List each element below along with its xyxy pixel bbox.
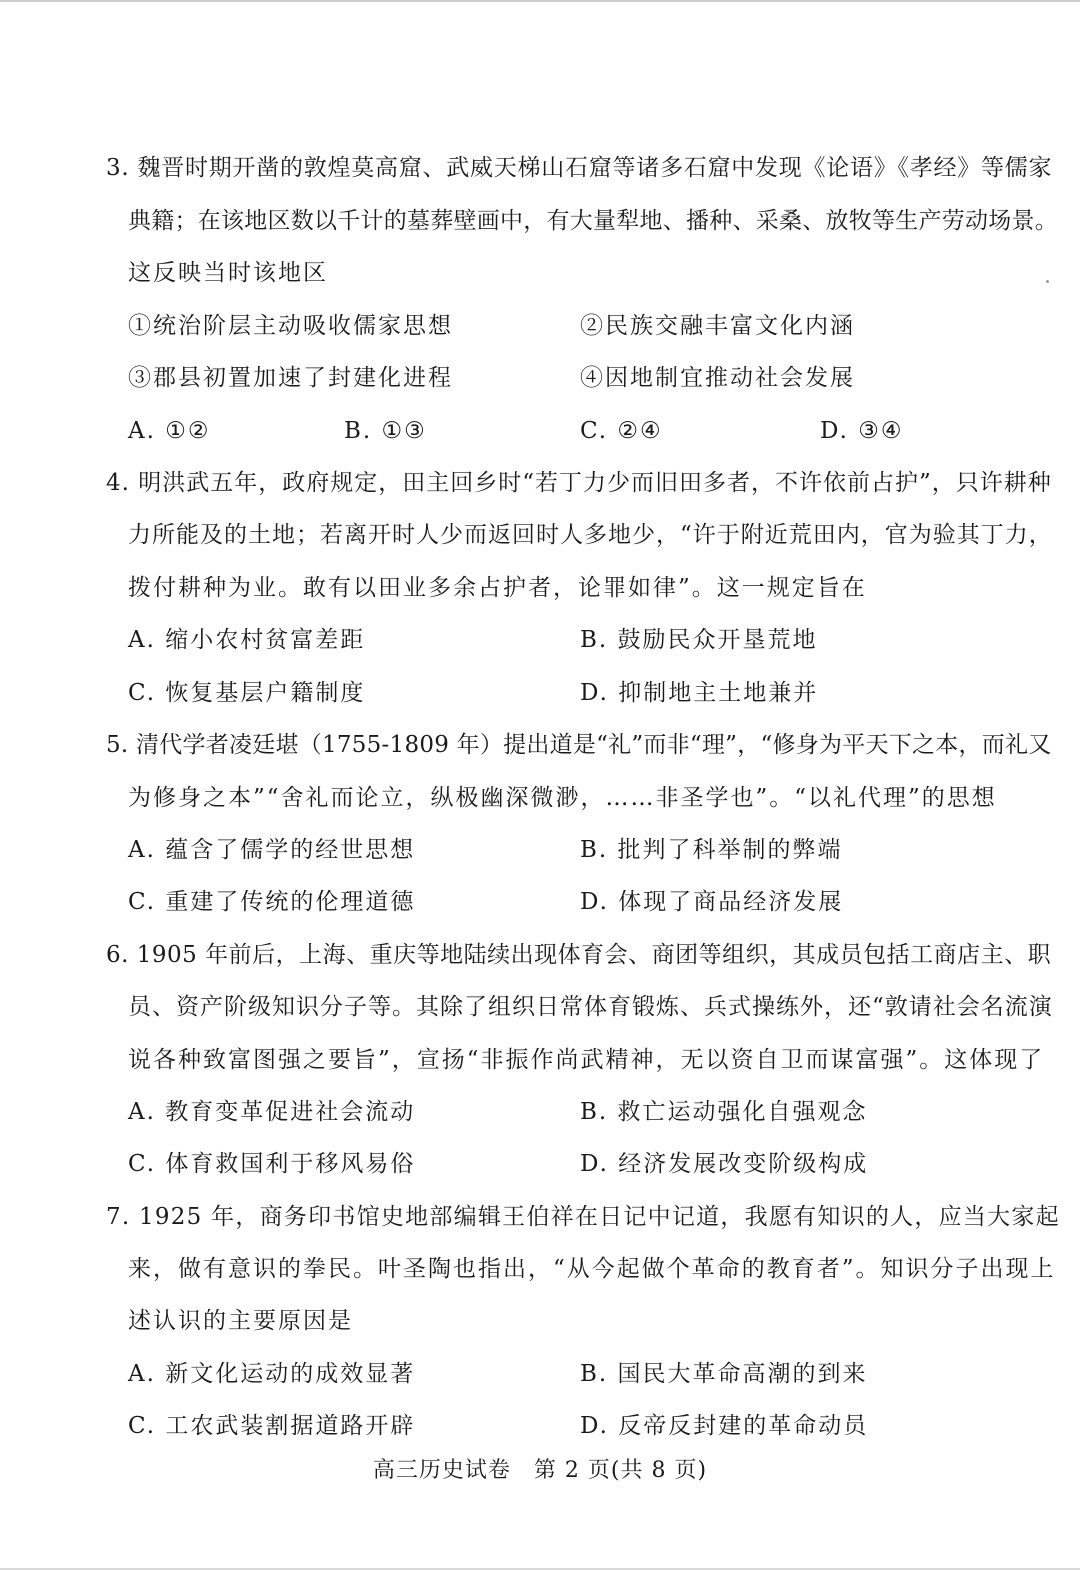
q3-item-1: ①统治阶层主动吸收儒家思想 [128, 313, 453, 339]
q4-stem-line-2: 力所能及的土地；若离开时人少而返回时人多地少，“许于附近荒田内，官为验其丁力， [128, 522, 1053, 548]
q3-stem-line-3: 这反映当时该地区 [128, 260, 328, 286]
q7-option-a: A. 新文化运动的成效显著 [128, 1361, 416, 1387]
q3-option-a: A. ①② [128, 418, 211, 444]
q7-stem-line-2: 来，做有意识的拳民。叶圣陶也指出，“从今起做个革命的教育者”。知识分子出现上 [128, 1256, 1056, 1282]
q3-item-2: ②民族交融丰富文化内涵 [580, 313, 855, 339]
q5-option-b: B. 批判了科举制的弊端 [580, 837, 843, 863]
q7-option-d: D. 反帝反封建的革命动员 [580, 1413, 869, 1439]
q3-item-4: ④因地制宜推动社会发展 [580, 365, 855, 391]
q3-stem-line-2: 典籍；在该地区数以千计的墓葬壁画中，有大量犁地、播种、采桑、放牧等生产劳动场景。 [128, 208, 1058, 234]
q7-option-c: C. 工农武装割据道路开辟 [128, 1413, 416, 1439]
q5-option-c: C. 重建了传统的伦理道德 [128, 889, 416, 915]
q6-stem-line-2: 员、资产阶级知识分子等。其除了组织日常体育锻炼、兵式操练外，还“敦请社会名流演 [128, 994, 1053, 1020]
q6-option-d: D. 经济发展改变阶级构成 [580, 1151, 869, 1177]
q4-stem-line-3: 拨付耕种为业。敢有以田业多余占护者，论罪如律”。这一规定旨在 [128, 575, 867, 601]
q4-option-b: B. 鼓励民众开垦荒地 [580, 627, 818, 653]
q7-stem-line-1: 7. 1925 年，商务印书馆史地部编辑王伯祥在日记中记道，我愿有知识的人，应当大家起 [106, 1204, 1060, 1230]
q3-option-c: C. ②④ [580, 418, 663, 444]
scan-speck [1046, 280, 1049, 283]
q5-option-a: A. 蕴含了儒学的经世思想 [128, 837, 416, 863]
q5-stem-line-1: 5. 清代学者凌廷堪（1755-1809 年）提出道是“礼”而非“理”，“修身为平天下之本，而礼又 [106, 732, 1052, 758]
q7-stem-line-3: 述认识的主要原因是 [128, 1308, 353, 1334]
q4-option-d: D. 抑制地主土地兼并 [580, 680, 819, 706]
q3-option-d: D. ③④ [820, 418, 904, 444]
q3-item-3: ③郡县初置加速了封建化进程 [128, 365, 453, 391]
q6-option-c: C. 体育救国利于移风易俗 [128, 1151, 416, 1177]
q6-stem-line-3: 说各种致富图强之要旨”，宣扬“非振作尚武精神，无以资自卫而谋富强”。这体现了 [128, 1047, 1045, 1073]
q6-option-a: A. 教育变革促进社会流动 [128, 1099, 416, 1125]
q3-stem-line-1: 3. 魏晋时期开凿的敦煌莫高窟、武威天梯山石窟等诸多石窟中发现《论语》《孝经》等儒家 [106, 155, 1053, 181]
q4-option-c: C. 恢复基层户籍制度 [128, 680, 366, 706]
q7-option-b: B. 国民大革命高潮的到来 [580, 1361, 868, 1387]
q3-option-b: B. ①③ [344, 418, 427, 444]
page-footer: 高三历史试卷 第 2 页(共 8 页) [372, 1458, 708, 1483]
q4-option-a: A. 缩小农村贫富差距 [128, 627, 366, 653]
q4-stem-line-1: 4. 明洪武五年，政府规定，田主回乡时“若丁力少而旧田多者，不许依前占护”，只许耕种 [106, 470, 1052, 496]
q5-option-d: D. 体现了商品经济发展 [580, 889, 844, 915]
q5-stem-line-2: 为修身之本”“舍礼而论立，纵极幽深微渺，……非圣学也”。“以礼代理”的思想 [128, 785, 997, 811]
q6-stem-line-1: 6. 1905 年前后，上海、重庆等地陆续出现体育会、商团等组织，其成员包括工商店主、职 [106, 942, 1052, 968]
q6-option-b: B. 救亡运动强化自强观念 [580, 1099, 868, 1125]
